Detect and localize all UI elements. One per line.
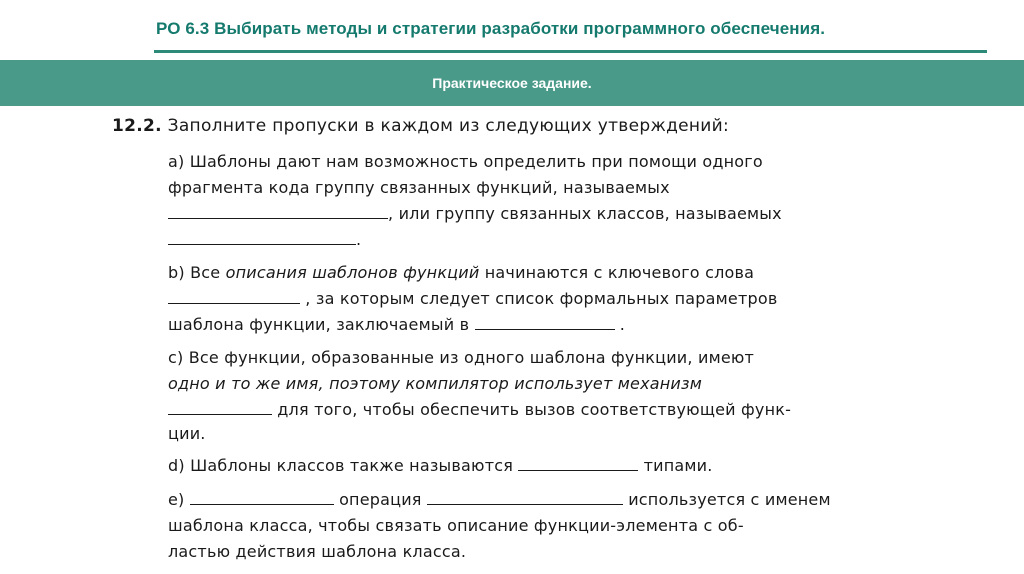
item-e-text-3: используется с именем [622,490,831,509]
slide-title: РО 6.3 Выбирать методы и стратегии разработки программного обеспечения. [156,19,826,38]
blank-field [475,315,615,330]
title-divider [154,50,987,53]
item-c-line-3-text: для того, чтобы обеспечить вызов соответствующей функ- [272,400,792,419]
blank-field [168,289,300,304]
blank-field [518,456,638,471]
item-b-line-2 [168,289,777,308]
item-a-line-4 [168,230,361,249]
item-b-text-2: начинаются с ключевого слова [479,263,755,282]
item-e-text-2: операция [333,490,427,509]
item-a-line-3-text: , или группу связанных классов, называемых [388,204,782,223]
item-c-line-1: c) Все функции, образованные из одного шаблона функции, имеют [168,348,755,367]
item-e-line-1 [168,490,831,509]
item-c-italic: одно и то же имя, поэтому компилятор использует механизм [168,374,702,393]
item-b-line-3 [168,315,625,334]
item-b-italic: описания шаблонов функций [225,263,480,282]
banner-label: Практическое задание. [432,75,592,91]
item-c-line-2 [168,374,702,393]
item-e-text-1: e) [168,490,190,509]
task-number: 12.2. [112,116,162,136]
blank-field [427,490,623,505]
item-c-line-3 [168,400,791,419]
item-a-line-2: фрагмента кода группу связанных функций, называемых [168,178,670,197]
item-b-text-1: b) Все [168,263,226,282]
item-e-line-3: ластью действия шаблона класса. [168,542,467,561]
item-b-line-1 [168,263,754,282]
item-a-line-3 [168,204,782,223]
blank-field [168,204,388,219]
section-banner [0,60,1024,106]
item-b-line-2-text: , за которым следует список формальных параметров [300,289,778,308]
item-b-line-3-end: . [614,315,626,334]
item-a-line-1: a) Шаблоны дают нам возможность определить при помощи одного [168,152,763,171]
item-d-line-1 [168,456,713,475]
item-d-text-2: типами. [638,456,713,475]
task-heading [112,116,729,136]
blank-field [168,230,356,245]
item-a-line-4-text: . [356,230,362,249]
blank-field [168,400,272,415]
item-c-line-4: ции. [168,424,206,443]
item-e-line-2: шаблона класса, чтобы связать описание функции-элемента с об- [168,516,744,535]
blank-field [190,490,334,505]
task-intro: Заполните пропуски в каждом из следующих утверждений: [167,116,730,136]
item-d-text-1: d) Шаблоны классов также называются [168,456,519,475]
item-b-line-3-text: шаблона функции, заключаемый в [168,315,475,334]
